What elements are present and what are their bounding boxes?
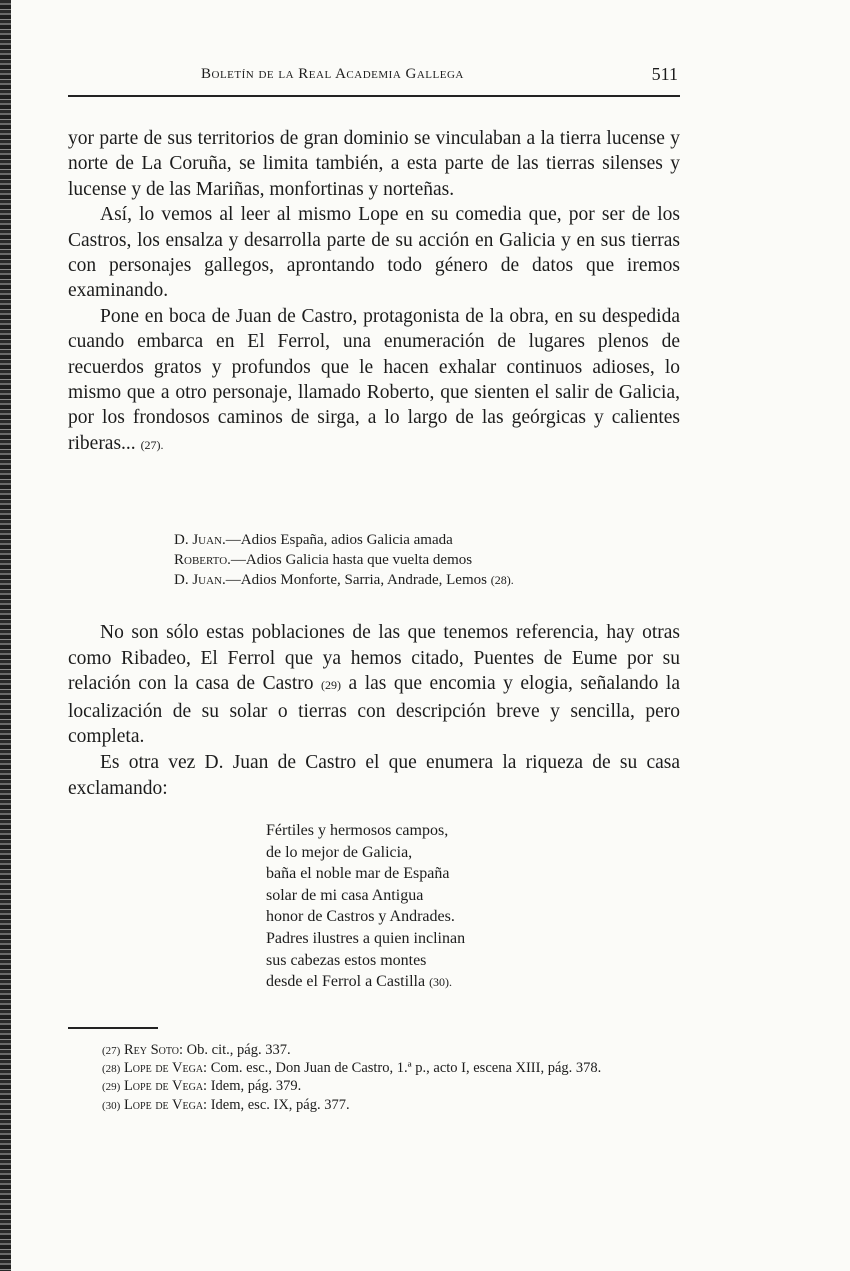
footnote-rule — [68, 1027, 158, 1029]
running-title: Boletín de la Real Academia Gallega — [201, 66, 464, 82]
speaker-name: D. Juan. — [174, 572, 226, 588]
poem-line: baña el noble mar de España — [266, 865, 450, 883]
paragraph-text: No son sólo estas poblaciones de las que tenemos referencia, hay otras como Ribadeo, El Ferrol que ya hemos citado, Puentes de Eume por su relación con la casa de Castro — [68, 622, 680, 695]
verse-text: —Adios Galicia hasta que vuelta demos — [230, 552, 473, 568]
header-rule — [68, 95, 680, 97]
verse-dialogue — [174, 530, 674, 590]
paragraph-text: a las que encomia y elogia, señalando la localización de su solar o tierras con descripción breve y sencilla, pero completa. — [68, 673, 680, 748]
footnote-author: Lope de Vega: — [123, 1096, 208, 1113]
poem-line-text: desde el Ferrol a Castilla — [266, 973, 426, 991]
footnote-author: Rey Soto: — [123, 1042, 184, 1058]
paragraph-text: Así, lo vemos al leer al mismo Lope en su comedia que, por ser de los Castros, los ensalza y desarrolla parte de su acción en Galicia y en sus tierras con personajes gallegos, aprontando todo género de datos que iremos examinando. — [68, 204, 680, 302]
footnote-ref-27: (27). — [140, 437, 164, 452]
footnote-author: Lope de Vega: — [123, 1078, 208, 1095]
footnote-number: (29) — [102, 1081, 121, 1094]
footnote-number: (28) — [102, 1063, 121, 1076]
footnote-ref-28: (28). — [490, 573, 514, 587]
footnote — [68, 1078, 680, 1096]
footnote-text: Idem, pág. 379. — [207, 1078, 302, 1095]
footnote — [68, 1097, 680, 1115]
footnotes — [68, 1042, 680, 1115]
footnote-text: Ob. cit., pág. 337. — [183, 1042, 291, 1058]
footnote-ref-30: (30). — [429, 975, 453, 990]
poem-line: Fértiles y hermosos campos, — [266, 822, 449, 839]
verse-dialogue-line — [174, 570, 674, 590]
body-text-top — [68, 126, 680, 458]
paragraph — [68, 202, 680, 304]
verse-poem — [266, 820, 666, 994]
verse-dialogue-line — [174, 530, 674, 550]
footnote-number: (27) — [102, 1045, 121, 1057]
poem-line: Padres ilustres a quien inclinan — [266, 929, 466, 947]
paragraph — [68, 620, 680, 750]
poem-line: sus cabezas estos montes — [266, 951, 427, 969]
poem-line — [266, 971, 666, 994]
paragraph-text: Es otra vez D. Juan de Castro el que enumera la riqueza de su casa exclamando: — [68, 751, 680, 799]
paragraph-text: Pone en boca de Juan de Castro, protagonista de la obra, en su despedida cuando embarca en El Ferrol, una enumeración de lugares plenos de recuerdos gratos y profundos que le hacen exhalar continuos adioses, lo mismo que a otro personaje, llamado Roberto, que sienten el salir de Galicia, por los frondosos caminos de sirga, a lo largo de las geórgicas y calientes riberas... — [68, 305, 680, 454]
footnote-text: Com. esc., Don Juan de Castro, 1.ª p., acto I, escena XIII, pág. 378. — [207, 1060, 602, 1077]
paragraph — [68, 304, 680, 458]
poem-line: solar de mi casa Antigua — [266, 886, 424, 904]
poem-line: de lo mejor de Galicia, — [266, 843, 413, 861]
footnote-text: Idem, esc. IX, pág. 377. — [207, 1096, 350, 1113]
poem-line: honor de Castros y Andrades. — [266, 908, 455, 926]
verse-text: —Adios España, adios Galicia amada — [225, 532, 453, 548]
body-text-middle — [68, 620, 680, 801]
footnote-author: Lope de Vega: — [123, 1060, 208, 1077]
paragraph — [68, 750, 680, 801]
footnote-ref-29: (29) — [321, 678, 342, 693]
footnote — [68, 1042, 680, 1060]
page-binding-edge — [0, 0, 11, 1271]
page-number: 511 — [651, 64, 678, 84]
paragraph-continuation — [68, 126, 680, 202]
speaker-name: D. Juan. — [174, 532, 226, 548]
footnote-number: (30) — [102, 1099, 121, 1112]
speaker-name: Roberto. — [174, 552, 231, 568]
footnote — [68, 1060, 680, 1078]
verse-text: —Adios Monforte, Sarria, Andrade, Lemos — [225, 572, 487, 588]
verse-dialogue-line — [174, 550, 674, 570]
paragraph-text: yor parte de sus territorios de gran dominio se vinculaban a la tierra lucense y norte de La Coruña, se limita también, a esta parte de las tierras silenses y lucense y de las Mariñas, monfortinas y norteñas. — [68, 128, 680, 200]
page-header — [68, 64, 680, 96]
